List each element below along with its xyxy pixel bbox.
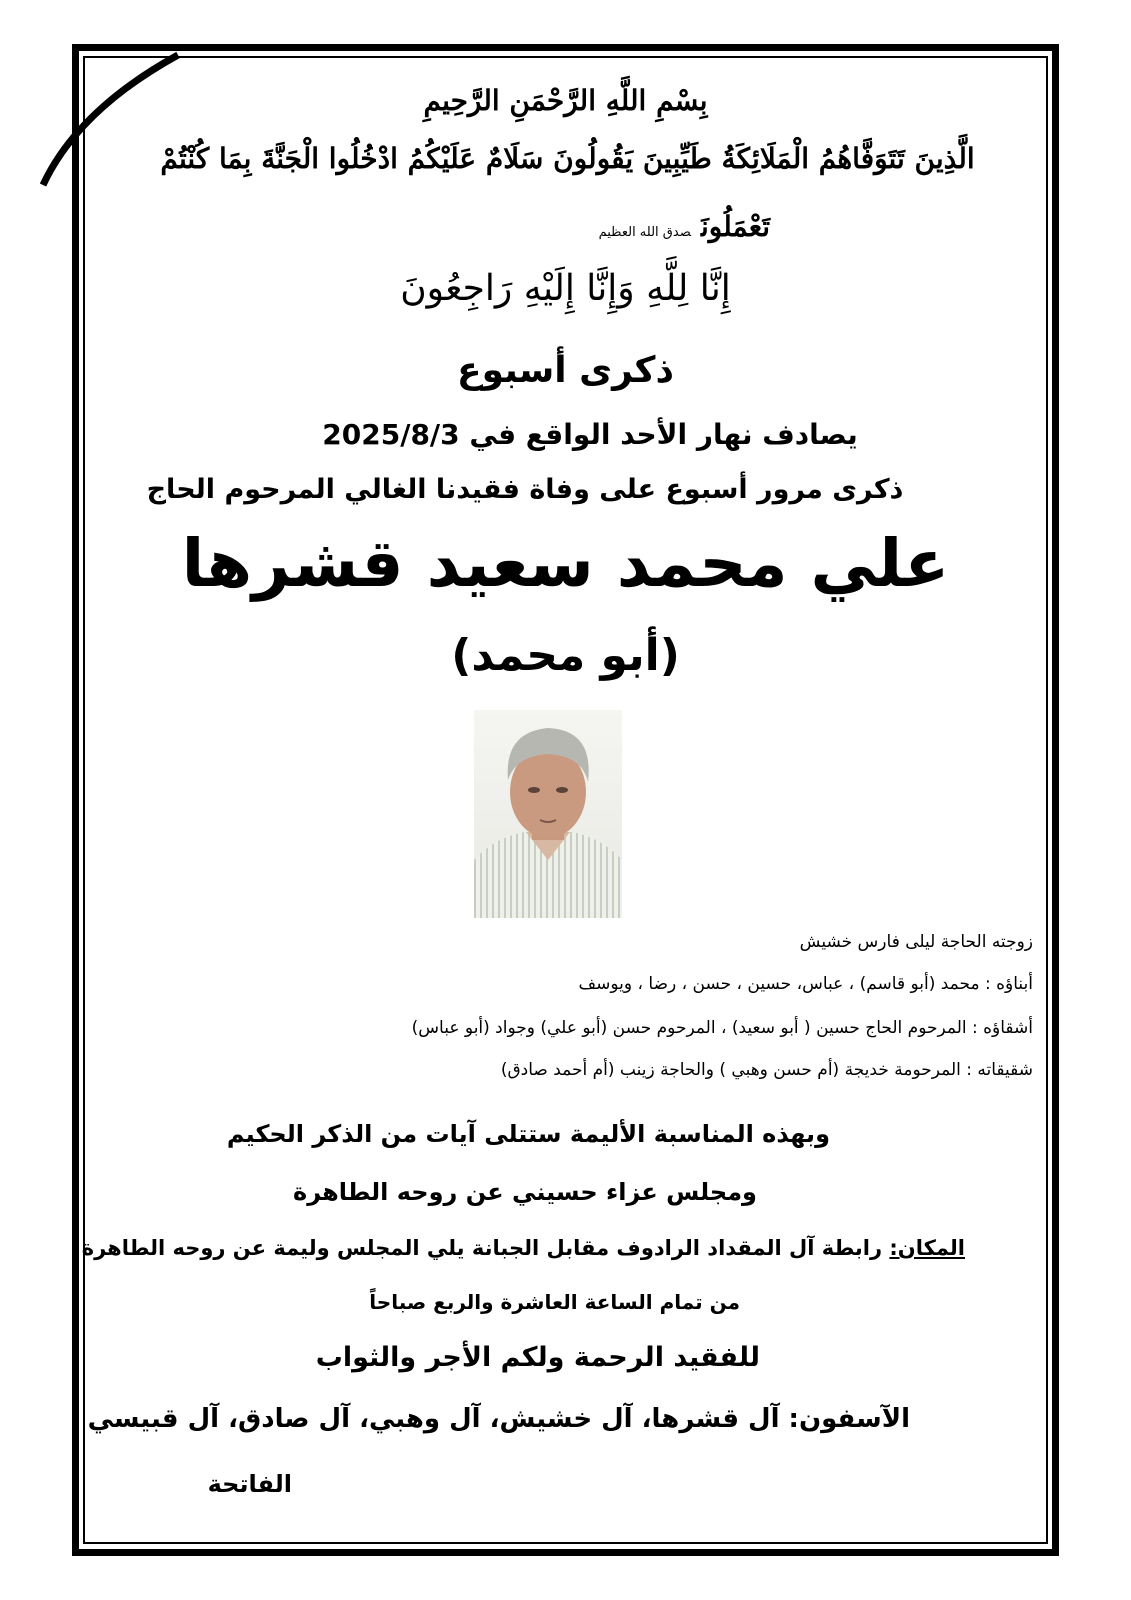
- basmala: بِسْمِ اللَّهِ الرَّحْمَنِ الرَّحِيمِ: [423, 84, 708, 117]
- sadaqa-text: صدق الله العظيم: [598, 225, 691, 240]
- deceased-kunya: (أبو محمد): [451, 630, 680, 681]
- page-title: ذكرى أسبوع: [457, 350, 674, 391]
- mourning-ribbon-icon: [38, 50, 188, 200]
- istirja-verse: إِنَّا لِلَّهِ وَإِنَّا إِلَيْهِ رَاجِعُونَ: [400, 268, 731, 309]
- fatiha-text: الفاتحة: [207, 1470, 292, 1498]
- family-brothers: أشقاؤه : المرحوم الحاج حسين ( أبو سعيد) ، المرحوم حسن (أبو علي) وجواد (أبو عباس): [411, 1018, 1033, 1038]
- portrait-photo: [474, 710, 622, 918]
- quran-verse-end: تَعْمَلُونَ: [700, 210, 770, 243]
- quran-verse-line1: الَّذِينَ تَتَوَفَّاهُمُ الْمَلَائِكَةُ طَيِّبِينَ يَقُولُونَ سَلَامٌ عَلَيْكُمُ ادْخُلُوا الْجَنَّةَ بِمَا كُنْتُمْ: [160, 142, 975, 175]
- mourners-line: الآسفون: آل قشرها، آل خشيش، آل وهبي، آل صادق، آل قبيسي: [87, 1404, 910, 1434]
- quran-verse-line2: [300, 210, 770, 243]
- family-wife: زوجته الحاجة ليلى فارس خشيش: [799, 932, 1033, 952]
- time-line: من تمام الساعة العاشرة والربع صباحاً: [369, 1290, 740, 1314]
- family-sons: أبناؤه : محمد (أبو قاسم) ، عباس، حسين ، حسن ، رضا ، ويوسف: [578, 974, 1033, 994]
- memorial-line: ذكرى مرور أسبوع على وفاة فقيدنا الغالي المرحوم الحاج: [146, 474, 904, 505]
- occasion-line2: ومجلس عزاء حسيني عن روحه الطاهرة: [293, 1178, 757, 1206]
- place-line: [81, 1236, 965, 1260]
- mercy-line: للفقيد الرحمة ولكم الأجر والثواب: [315, 1342, 760, 1373]
- place-label: المكان:: [889, 1236, 965, 1260]
- place-text: رابطة آل المقداد الرادوف مقابل الجبانة يلي المجلس وليمة عن روحه الطاهرة: [81, 1236, 890, 1260]
- date-line: يصادف نهار الأحد الواقع في 2025/8/3: [322, 418, 858, 451]
- family-sisters: شقيقاته : المرحومة خديجة (أم حسن وهبي ) والحاجة زينب (أم أحمد صادق): [500, 1060, 1033, 1080]
- occasion-line1: وبهذه المناسبة الأليمة ستتلى آيات من الذكر الحكيم: [226, 1120, 830, 1148]
- deceased-name: علي محمد سعيد قشرها: [181, 525, 950, 602]
